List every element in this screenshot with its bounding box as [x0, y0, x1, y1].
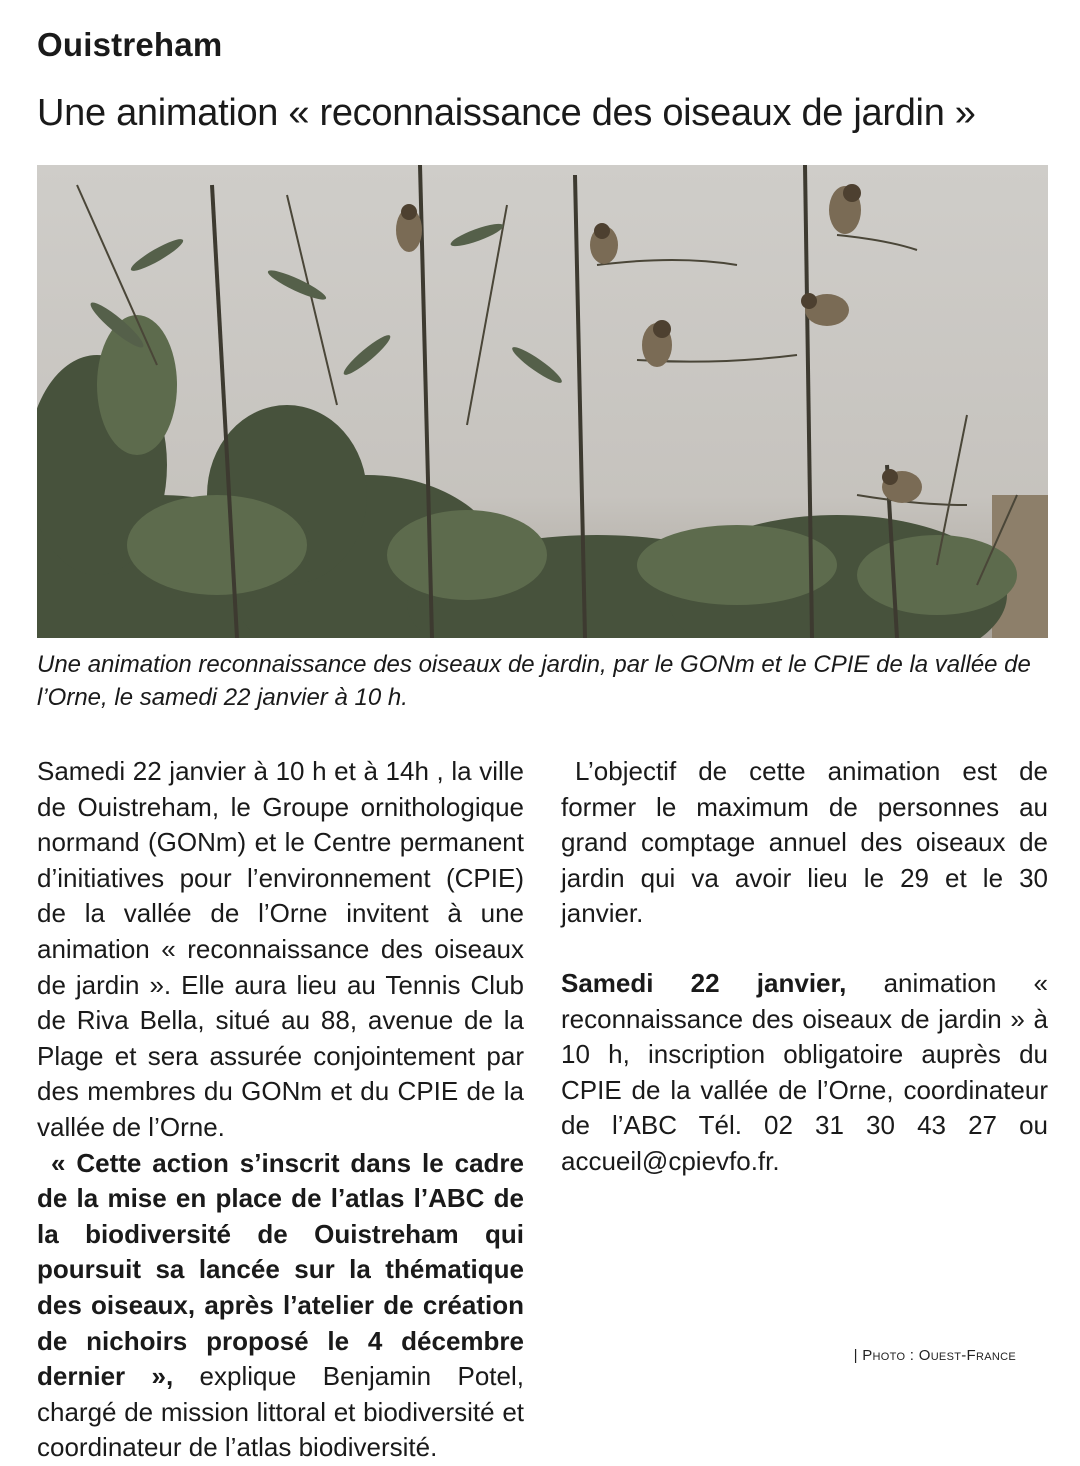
quote-text: « Cette action s’inscrit dans le cadre de la mise en place de l’atlas l’ABC de la biodiversité de Ouistreham qui poursuit sa lancée sur la thématique des oiseaux, après l’atelier de création de nichoirs proposé le 4 décembre dernier »,	[37, 1147, 524, 1392]
column-left	[37, 754, 524, 1466]
caption-text: Une animation reconnaissance des oiseaux de jardin, par le GONm et le CPIE de la vallée de l’Orne, le samedi 22 janvier à 10 h.	[37, 651, 1031, 711]
photo-credit: | Photo : Ouest-France	[853, 1347, 1016, 1364]
paragraph-objective: L’objectif de cette animation est de former le maximum de personnes au grand comptage annuel des oiseaux de jardin qui va avoir lieu le 29 et le 30 janvier.	[561, 756, 1048, 929]
article-headline: Une animation « reconnaissance des oiseaux de jardin »	[37, 92, 976, 134]
info-lead: Samedi 22 janvier,	[561, 967, 847, 998]
quote-attribution: explique Benjamin Potel, chargé de mission littoral et biodiversité et coordinateur de l’atlas biodiversité.	[37, 1361, 524, 1463]
paragraph-intro: Samedi 22 janvier à 10 h et à 14h , la ville de Ouistreham, le Groupe ornithologique normand (GONm) et le Centre permanent d’initiatives pour l’environnement (CPIE) de la vallée de l’Orne invitent à une animation « reconnaissance des oiseaux de jardin ». Elle aura lieu au Tennis Club de Riva Bella, situé au 88, avenue de la Plage et sera assurée conjointement par des membres du GONm et du CPIE de la vallée de l’Orne.	[37, 756, 524, 1142]
article-photo	[37, 165, 1048, 638]
paragraph-quote	[37, 1146, 524, 1466]
info-text: animation « reconnaissance des oiseaux de jardin » à 10 h, inscription obligatoire auprès du CPIE de la vallée de l’Orne, coordinateur de l’ABC Tél. 02 31 30 43 27 ou accueil@cpievfo.fr.	[561, 967, 1048, 1176]
column-right	[561, 754, 1048, 1180]
paragraph-info	[561, 966, 1048, 1180]
section-kicker: Ouistreham	[37, 26, 223, 63]
birds-on-branches-photo	[37, 165, 1048, 638]
